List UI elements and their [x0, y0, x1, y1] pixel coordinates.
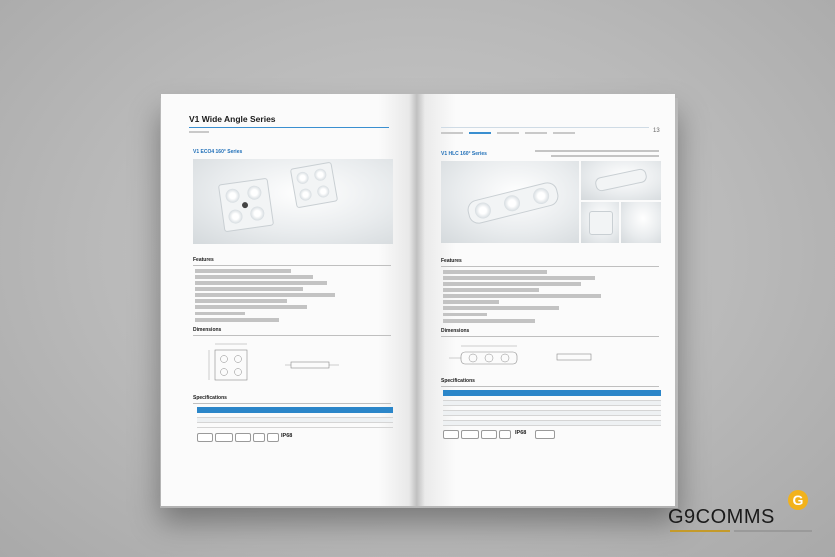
- series-title: V1 Wide Angle Series: [189, 114, 276, 124]
- logo-tagline: [670, 530, 730, 532]
- product-title: V1 ECO4 160° Series: [193, 149, 243, 155]
- dimensions-drawing: [193, 340, 393, 382]
- cert-badge: [499, 430, 511, 439]
- brand-logo: [668, 506, 775, 529]
- cert-badge: [267, 433, 279, 442]
- ip-rating: IP68: [515, 430, 527, 436]
- cert-badge: [215, 433, 233, 442]
- tagline-text: [551, 155, 659, 157]
- cert-badge: [535, 430, 555, 439]
- website-text: [189, 131, 209, 133]
- cert-badge: [481, 430, 497, 439]
- page-number: 13: [653, 128, 660, 134]
- cert-badge: [253, 433, 265, 442]
- product-photo: [193, 159, 393, 244]
- cert-badge-ul: [197, 433, 213, 442]
- led-module: [290, 162, 338, 209]
- cert-badge: [461, 430, 479, 439]
- tagline-text: [535, 150, 659, 152]
- product-photo: [441, 161, 579, 243]
- dimensions-heading: Dimensions: [441, 328, 470, 334]
- dimensions-drawing: [441, 342, 641, 372]
- right-page: [417, 94, 675, 506]
- cert-badge: [235, 433, 251, 442]
- features-list: [443, 270, 623, 325]
- product-photo-detail: [581, 161, 661, 200]
- table-row: [197, 423, 393, 428]
- features-heading: Features: [441, 258, 462, 264]
- logo-tagline: [734, 530, 812, 532]
- table-row: [443, 421, 661, 426]
- product-photo-detail: [621, 202, 661, 243]
- features-list: [195, 269, 345, 324]
- book-spine: [409, 94, 425, 506]
- ip-rating: IP68: [281, 433, 293, 439]
- dimensions-heading: Dimensions: [193, 327, 222, 333]
- logo-text: G9COMMS: [668, 506, 775, 528]
- header-rule: [189, 127, 389, 128]
- product-title: V1 HLC 160° Series: [441, 151, 487, 157]
- specifications-heading: Specifications: [193, 395, 227, 401]
- led-module: [218, 178, 274, 232]
- led-module: [465, 180, 560, 226]
- features-heading: Features: [193, 257, 214, 263]
- left-page: [161, 94, 417, 506]
- logo-mark: G: [788, 490, 808, 510]
- cert-badge-ul: [443, 430, 459, 439]
- product-photo-detail: [581, 202, 619, 243]
- specifications-heading: Specifications: [441, 378, 475, 384]
